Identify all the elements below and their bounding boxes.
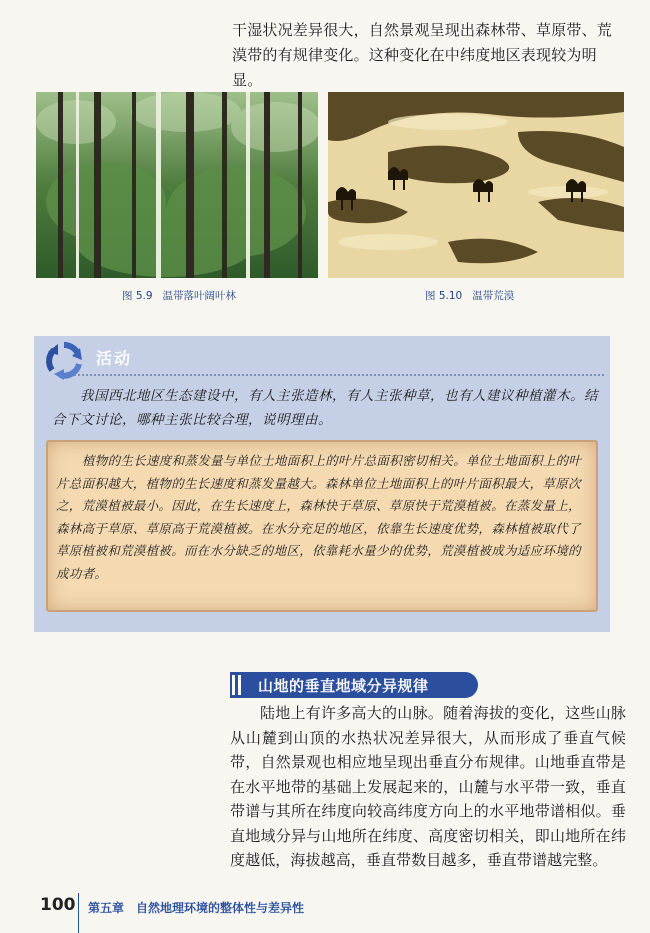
heading-bars-icon [232,675,241,695]
activity-prompt-text: 我国西北地区生态建设中，有人主张造林，有人主张种草，也有人建议种植灌木。结合下文讨论，哪种主张比较合理，说明理由。 [52,388,598,428]
section-body-text: 陆地上有许多高大的山脉。随着海拔的变化，这些山脉从山麓到山顶的水热状况差异很大，从而形成了垂直气候带，自然景观也相应地呈现出垂直分布规律。山地垂直带是在水平地带的基础上发展起来的，山麓与水平带一致，垂直带谱与其所在纬度向较高纬度方向上的水平地带谱相似。垂直地域分异与山地所在纬度、高度密切相关，即山地所在纬度越低，海拔越高，垂直带数目越多，垂直带谱越完整。 [230,704,626,869]
section-body [230,701,626,873]
section-heading-text: 山地的垂直地域分异规律 [258,677,429,695]
page-number: 100 [40,895,76,915]
chapter-title: 第五章 自然地理环境的整体性与差异性 [88,901,305,915]
figure-caption-5-9 [122,288,236,303]
desert-photo [328,92,624,278]
figure-number: 图 5.9 [122,290,153,302]
figure-title: 温带落叶阔叶林 [162,290,237,302]
dotted-divider [74,374,604,376]
section-heading [230,672,478,698]
activity-title: 活动 [96,349,133,368]
activity-prompt [52,384,604,432]
temperate-desert-image [328,92,624,278]
figure-number: 图 5.10 [425,290,463,302]
figure-title: 温带荒漠 [472,290,515,302]
activity-box [34,336,610,632]
intro-paragraph [232,18,624,93]
reading-material-box [46,440,598,612]
forest-photo [36,92,318,278]
deciduous-forest-image [36,92,318,278]
reading-material-text: 植物的生长速度和蒸发量与单位土地面积上的叶片总面积密切相关。单位土地面积上的叶片总面积越大，植物的生长速度和蒸发量越大。森林单位土地面积上的叶片面积最大，草原次之，荒漠植被最小。因此，在生长速度上，森林快于草原、草原快于荒漠植被。在蒸发量上，森林高于草原、草原高于荒漠植被。在水分充足的地区，依靠生长速度优势，森林植被取代了草原植被和荒漠植被。而在水分缺乏的地区，依靠耗水量少的优势，荒漠植被成为适应环境的成功者。 [56,453,582,581]
figure-caption-5-10 [425,288,514,303]
intro-text: 干湿状况差异很大，自然景观呈现出森林带、草原带、荒漠带的有规律变化。这种变化在中纬度地区表现较为明显。 [232,21,613,89]
footer-divider [78,893,79,933]
